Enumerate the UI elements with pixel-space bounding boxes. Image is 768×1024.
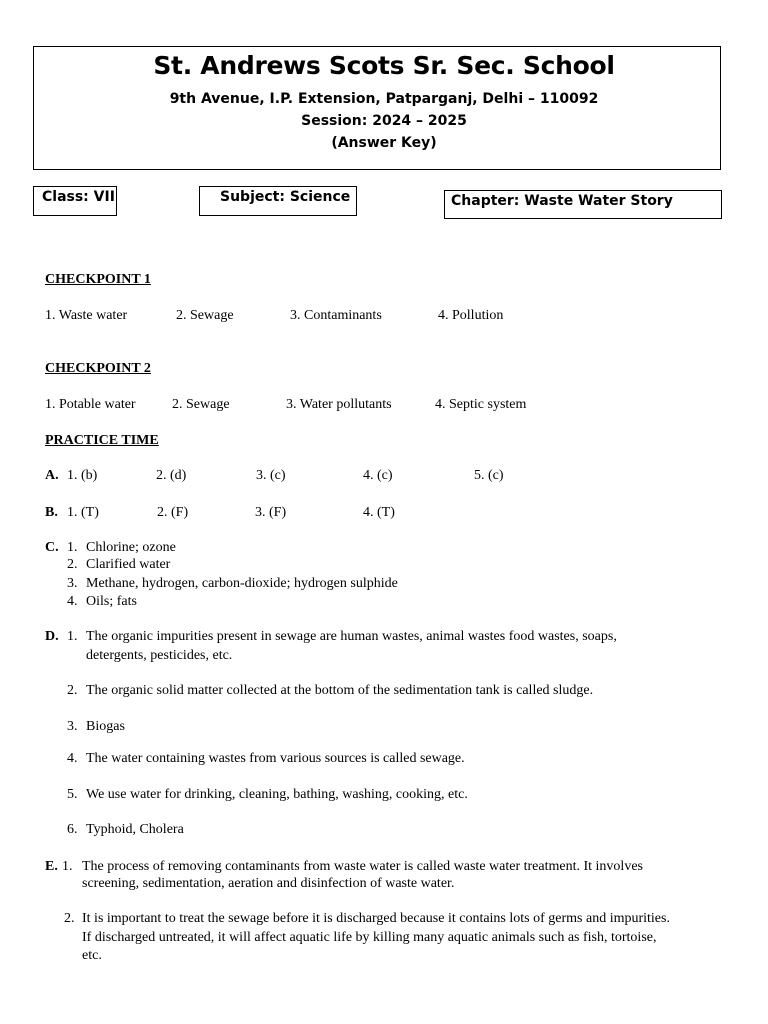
checkpoint2-answer: 4. Septic system <box>435 397 527 412</box>
class-box: Class: VII <box>33 186 117 216</box>
section-e-answer: The process of removing contaminants from waste water is called waste water treatment. It involves <box>82 859 643 874</box>
checkpoint2-answer: 2. Sewage <box>172 397 230 412</box>
section-b-answer: 3. (F) <box>255 505 287 520</box>
section-a-answer: 1. (b) <box>67 468 98 483</box>
section-d-number: 5. <box>67 787 78 802</box>
section-e-number: 1. <box>62 859 73 874</box>
section-b-label: B. <box>45 505 58 520</box>
section-d-answer: We use water for drinking, cleaning, bathing, washing, cooking, etc. <box>86 787 468 802</box>
section-c-answer: Chlorine; ozone <box>86 540 176 555</box>
section-b-answer: 4. (T) <box>363 505 395 520</box>
section-e-answer-cont: etc. <box>82 948 102 963</box>
section-d-answer: Typhoid, Cholera <box>86 822 184 837</box>
section-a-answer: 2. (d) <box>156 468 187 483</box>
section-c-label: C. <box>45 540 59 555</box>
section-d-number: 3. <box>67 719 78 734</box>
answer-key-label: (Answer Key) <box>331 135 437 151</box>
checkpoint2-answer: 1. Potable water <box>45 397 136 412</box>
section-b-answer: 2. (F) <box>157 505 189 520</box>
section-e-answer-cont: If discharged untreated, it will affect aquatic life by killing many aquatic animals such as fish, tortoise, <box>82 930 657 945</box>
section-d-answer: The organic solid matter collected at the bottom of the sedimentation tank is called sludge. <box>86 683 594 698</box>
section-a-answer: 3. (c) <box>256 468 286 483</box>
section-d-answer: The water containing wastes from various sources is called sewage. <box>86 751 465 766</box>
section-c-answer: Clarified water <box>86 557 171 572</box>
school-name: St. Andrews Scots Sr. Sec. School <box>153 51 615 80</box>
checkpoint2-heading: CHECKPOINT 2 <box>45 361 151 376</box>
checkpoint1-answer: 2. Sewage <box>176 308 234 323</box>
checkpoint1-answer: 4. Pollution <box>438 308 504 323</box>
section-e-label: E. <box>45 859 58 874</box>
section-d-answer-cont: detergents, pesticides, etc. <box>86 648 233 663</box>
section-e-answer: It is important to treat the sewage before it is discharged because it contains lots of germs and impurities. <box>82 911 670 926</box>
section-c-number: 2. <box>67 557 78 572</box>
section-e-number: 2. <box>64 911 75 926</box>
section-c-answer: Methane, hydrogen, carbon-dioxide; hydrogen sulphide <box>86 576 398 591</box>
section-c-answer: Oils; fats <box>86 594 137 609</box>
section-d-number: 6. <box>67 822 78 837</box>
section-d-number: 4. <box>67 751 78 766</box>
practice-time-heading: PRACTICE TIME <box>45 433 159 448</box>
section-e-answer-cont: screening, sedimentation, aeration and disinfection of waste water. <box>82 876 455 891</box>
checkpoint1-answer: 1. Waste water <box>45 308 128 323</box>
section-d-label: D. <box>45 629 59 644</box>
section-d-answer: The organic impurities present in sewage are human wastes, animal wastes food wastes, soaps, <box>86 629 617 644</box>
subject-box: Subject: Science <box>199 186 357 216</box>
school-address: 9th Avenue, I.P. Extension, Patparganj, Delhi – 110092 <box>169 91 599 107</box>
section-c-number: 3. <box>67 576 78 591</box>
section-c-number: 1. <box>67 540 78 555</box>
checkpoint1-answer: 3. Contaminants <box>290 308 382 323</box>
checkpoint1-heading: CHECKPOINT 1 <box>45 272 151 287</box>
section-a-answer: 4. (c) <box>363 468 393 483</box>
section-a-label: A. <box>45 468 59 483</box>
checkpoint2-answer: 3. Water pollutants <box>286 397 392 412</box>
section-d-answer: Biogas <box>86 719 125 734</box>
section-b-answer: 1. (T) <box>67 505 99 520</box>
section-d-number: 1. <box>67 629 78 644</box>
section-d-number: 2. <box>67 683 78 698</box>
chapter-box: Chapter: Waste Water Story <box>444 190 722 219</box>
section-a-answer: 5. (c) <box>474 468 504 483</box>
session-line: Session: 2024 – 2025 <box>301 113 467 129</box>
section-c-number: 4. <box>67 594 78 609</box>
